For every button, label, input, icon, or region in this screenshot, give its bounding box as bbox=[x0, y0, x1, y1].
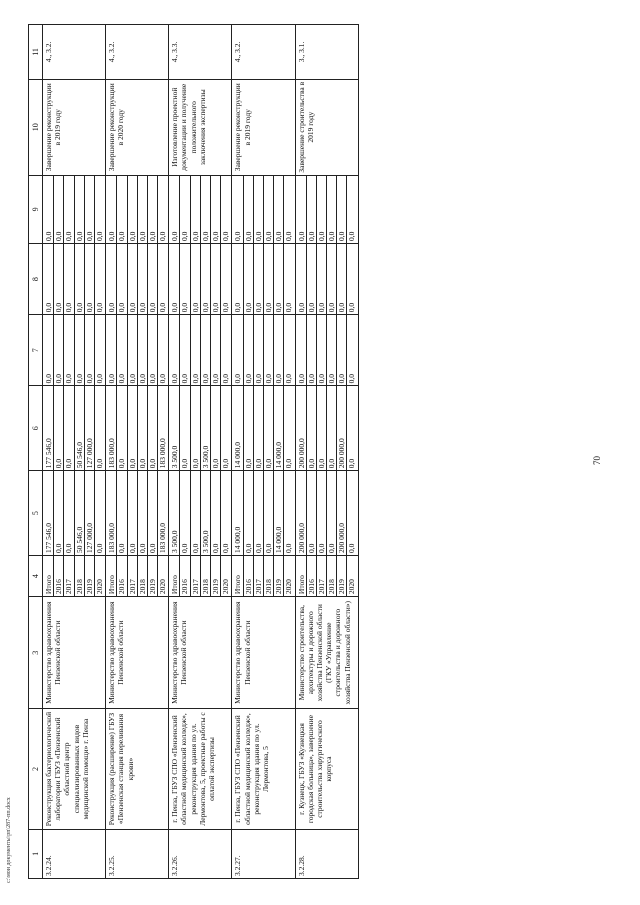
amount-cell: 0,0 bbox=[128, 176, 138, 243]
amount-cell: 0,0 bbox=[317, 386, 327, 470]
amount-cell: 0,0 bbox=[64, 471, 74, 555]
amount-cell: 0,0 bbox=[158, 231, 168, 242]
expected-result: Завершение строительства в 2019 году bbox=[295, 79, 358, 175]
amount-cell: 0,0 bbox=[54, 471, 64, 555]
row-number: 3.2.27. bbox=[232, 829, 295, 878]
amount-cell: 0,0 bbox=[64, 176, 74, 243]
amount-cell: 0,0 bbox=[244, 244, 254, 314]
amount-cell: 0,0 bbox=[64, 244, 74, 314]
amount-list bbox=[106, 386, 169, 471]
year-cell: Итого bbox=[170, 556, 180, 596]
customer-name: Министерство здравоохранения Пензенской области bbox=[169, 597, 232, 709]
amount-cell: 0,0 bbox=[158, 373, 168, 384]
amount-cell: 0,0 bbox=[327, 244, 337, 314]
amount-list bbox=[169, 175, 232, 243]
amount-cell: 0,0 bbox=[233, 244, 243, 314]
expected-result: Завершение реконструкции в 2019 году bbox=[232, 79, 295, 175]
year-cell: Итого bbox=[44, 556, 54, 596]
object-name: Реконструкция (расширение) ГБУЗ «Пензенская станция переливания крови» bbox=[106, 709, 169, 829]
amount-cell: 0,0 bbox=[64, 386, 74, 470]
year-cell: 2020 bbox=[94, 579, 104, 595]
year-cell: 2016 bbox=[54, 556, 64, 596]
amount-cell: 0,0 bbox=[347, 302, 357, 313]
amount-cell: 0,0 bbox=[158, 302, 168, 313]
amount-cell: 0,0 bbox=[148, 244, 158, 314]
col-header: 1 bbox=[29, 829, 43, 878]
amount-cell: 0,0 bbox=[85, 244, 95, 314]
amount-cell: 0,0 bbox=[128, 244, 138, 314]
year-cell: 2017 bbox=[64, 556, 74, 596]
amount-cell: 200 000,0 bbox=[297, 471, 307, 555]
amount-cell: 0,0 bbox=[94, 231, 104, 242]
amount-list bbox=[295, 244, 358, 315]
expected-result: Завершение реконструкции в 2020 году bbox=[106, 79, 169, 175]
indicator-ref: 4., 3.2. bbox=[43, 25, 106, 80]
amount-cell: 0,0 bbox=[254, 471, 264, 555]
year-cell: 2018 bbox=[201, 556, 211, 596]
amount-cell: 0,0 bbox=[254, 244, 264, 314]
amount-cell: 0,0 bbox=[274, 176, 284, 243]
col-header: 6 bbox=[29, 386, 43, 471]
amount-cell: 0,0 bbox=[94, 302, 104, 313]
amount-cell: 183 000,0 bbox=[107, 386, 117, 470]
year-cell: 2018 bbox=[327, 556, 337, 596]
amount-cell: 0,0 bbox=[180, 244, 190, 314]
amount-cell: 0,0 bbox=[244, 386, 254, 470]
amount-cell: 0,0 bbox=[337, 244, 347, 314]
amount-cell: 127 000,0 bbox=[85, 471, 95, 555]
col-header: 7 bbox=[29, 315, 43, 386]
amount-cell: 0,0 bbox=[284, 543, 294, 554]
amount-cell: 0,0 bbox=[317, 176, 327, 243]
amount-cell: 3 500,0 bbox=[170, 386, 180, 470]
year-cell: 2019 bbox=[211, 556, 221, 596]
amount-cell: 0,0 bbox=[244, 471, 254, 555]
amount-list bbox=[232, 175, 295, 243]
amount-cell: 0,0 bbox=[117, 176, 127, 243]
amount-list bbox=[295, 315, 358, 386]
amount-cell: 0,0 bbox=[75, 244, 85, 314]
amount-cell: 0,0 bbox=[107, 176, 117, 243]
amount-list bbox=[169, 244, 232, 315]
amount-cell: 50 546,0 bbox=[75, 471, 85, 555]
table-row bbox=[295, 25, 358, 879]
amount-cell: 0,0 bbox=[180, 315, 190, 385]
indicator-ref: 4., 3.2. bbox=[232, 25, 295, 80]
amount-cell: 183 000,0 bbox=[107, 471, 117, 555]
amount-cell: 0,0 bbox=[347, 373, 357, 384]
col-header: 11 bbox=[29, 25, 43, 80]
amount-cell: 0,0 bbox=[201, 315, 211, 385]
amount-cell: 0,0 bbox=[254, 176, 264, 243]
amount-cell: 50 546,0 bbox=[75, 386, 85, 470]
col-header: 5 bbox=[29, 471, 43, 556]
amount-cell: 0,0 bbox=[297, 315, 307, 385]
amount-cell: 200 000,0 bbox=[337, 471, 347, 555]
amount-cell: 200 000,0 bbox=[297, 386, 307, 470]
amount-cell: 0,0 bbox=[138, 471, 148, 555]
amount-cell: 0,0 bbox=[254, 315, 264, 385]
amount-cell: 0,0 bbox=[180, 386, 190, 470]
amount-cell: 0,0 bbox=[264, 315, 274, 385]
amount-cell: 0,0 bbox=[170, 244, 180, 314]
amount-cell: 0,0 bbox=[221, 543, 231, 554]
amount-cell: 0,0 bbox=[128, 315, 138, 385]
object-name: Реконструкция бактериологической лаборатории ГБУЗ «Пензенский областной центр специализированных видов медицинской помощи» г. Пенза bbox=[43, 709, 106, 829]
amount-list bbox=[295, 175, 358, 243]
year-cell: 2016 bbox=[244, 556, 254, 596]
amount-cell: 0,0 bbox=[138, 315, 148, 385]
amount-cell: 0,0 bbox=[284, 458, 294, 469]
amount-list bbox=[43, 175, 106, 243]
amount-cell: 0,0 bbox=[75, 176, 85, 243]
amount-cell: 0,0 bbox=[264, 244, 274, 314]
amount-cell: 0,0 bbox=[307, 176, 317, 243]
object-name: г. Пенза, ГБУЗ СПО «Пензенский областной медицинский колледж», реконструкция здания по ул. Лермонтова, 5, проектные работы с оплатой экспертизы bbox=[169, 709, 232, 829]
amount-cell: 0,0 bbox=[128, 386, 138, 470]
amount-cell: 0,0 bbox=[170, 315, 180, 385]
amount-cell: 0,0 bbox=[148, 315, 158, 385]
amount-list bbox=[106, 244, 169, 315]
program-table bbox=[28, 24, 359, 879]
amount-cell: 0,0 bbox=[254, 386, 264, 470]
year-cell: 2018 bbox=[264, 556, 274, 596]
amount-cell: 0,0 bbox=[191, 471, 201, 555]
amount-cell: 0,0 bbox=[221, 373, 231, 384]
row-number: 3.2.24. bbox=[43, 829, 106, 878]
amount-cell: 0,0 bbox=[191, 176, 201, 243]
amount-cell: 0,0 bbox=[211, 471, 221, 555]
amount-cell: 177 546,0 bbox=[44, 386, 54, 470]
year-cell: 2017 bbox=[191, 556, 201, 596]
year-list bbox=[43, 556, 106, 597]
amount-cell: 0,0 bbox=[264, 176, 274, 243]
amount-list bbox=[169, 315, 232, 386]
amount-cell: 0,0 bbox=[94, 543, 104, 554]
year-cell: Итого bbox=[107, 556, 117, 596]
amount-cell: 14 000,0 bbox=[233, 386, 243, 470]
amount-cell: 0,0 bbox=[264, 471, 274, 555]
amount-list bbox=[106, 175, 169, 243]
amount-cell: 0,0 bbox=[211, 315, 221, 385]
customer-name: Министерство здравоохранения Пензенской области bbox=[43, 597, 106, 709]
year-cell: 2016 bbox=[180, 556, 190, 596]
year-cell: 2019 bbox=[85, 556, 95, 596]
amount-cell: 0,0 bbox=[148, 386, 158, 470]
table-row bbox=[169, 25, 232, 879]
amount-cell: 0,0 bbox=[244, 315, 254, 385]
amount-list bbox=[43, 386, 106, 471]
amount-cell: 0,0 bbox=[44, 176, 54, 243]
year-cell: 2016 bbox=[117, 556, 127, 596]
table-row bbox=[106, 25, 169, 879]
amount-cell: 0,0 bbox=[44, 244, 54, 314]
year-cell: 2020 bbox=[221, 579, 231, 595]
year-cell: 2018 bbox=[138, 556, 148, 596]
amount-cell: 0,0 bbox=[94, 458, 104, 469]
amount-list bbox=[43, 315, 106, 386]
customer-name: Министерство здравоохранения Пензенской области bbox=[232, 597, 295, 709]
customer-name: Министерство строительства, архитектуры и дорожного хозяйства Пензенской области (ГКУ «Управление строительства и дорожного хозяйства Пензенской области») bbox=[295, 597, 358, 709]
amount-cell: 0,0 bbox=[284, 231, 294, 242]
amount-list bbox=[169, 386, 232, 471]
amount-cell: 0,0 bbox=[128, 471, 138, 555]
amount-cell: 0,0 bbox=[307, 315, 317, 385]
amount-cell: 0,0 bbox=[85, 176, 95, 243]
table-row bbox=[232, 25, 295, 879]
footer-file-path: c:\мои документы\рп\287-пп.docx bbox=[6, 797, 12, 883]
amount-cell: 0,0 bbox=[347, 543, 357, 554]
amount-cell: 0,0 bbox=[54, 315, 64, 385]
amount-cell: 0,0 bbox=[317, 471, 327, 555]
amount-cell: 0,0 bbox=[117, 244, 127, 314]
amount-cell: 0,0 bbox=[54, 244, 64, 314]
amount-list bbox=[295, 386, 358, 471]
year-cell: 2020 bbox=[284, 579, 294, 595]
amount-list bbox=[106, 315, 169, 386]
amount-cell: 0,0 bbox=[180, 471, 190, 555]
amount-cell: 0,0 bbox=[327, 315, 337, 385]
amount-cell: 0,0 bbox=[297, 244, 307, 314]
amount-cell: 0,0 bbox=[94, 373, 104, 384]
amount-cell: 0,0 bbox=[327, 176, 337, 243]
amount-cell: 0,0 bbox=[327, 386, 337, 470]
amount-list bbox=[169, 471, 232, 556]
amount-cell: 0,0 bbox=[307, 244, 317, 314]
year-cell: 2017 bbox=[254, 556, 264, 596]
amount-list bbox=[232, 471, 295, 556]
year-cell: 2019 bbox=[148, 556, 158, 596]
amount-cell: 0,0 bbox=[201, 176, 211, 243]
amount-cell: 0,0 bbox=[337, 176, 347, 243]
amount-cell: 0,0 bbox=[117, 386, 127, 470]
amount-cell: 0,0 bbox=[138, 386, 148, 470]
year-cell: 2019 bbox=[337, 556, 347, 596]
amount-cell: 0,0 bbox=[117, 471, 127, 555]
amount-cell: 0,0 bbox=[107, 244, 117, 314]
amount-cell: 0,0 bbox=[64, 315, 74, 385]
amount-cell: 0,0 bbox=[191, 315, 201, 385]
amount-cell: 183 000,0 bbox=[158, 438, 168, 469]
amount-cell: 0,0 bbox=[297, 176, 307, 243]
amount-cell: 127 000,0 bbox=[85, 386, 95, 470]
amount-cell: 0,0 bbox=[317, 315, 327, 385]
customer-name: Министерство здравоохранения Пензенской области bbox=[106, 597, 169, 709]
amount-cell: 0,0 bbox=[201, 244, 211, 314]
amount-cell: 0,0 bbox=[180, 176, 190, 243]
expected-result: Изготовление проектной документации и получение положительного заключения экспертизы bbox=[169, 79, 232, 175]
amount-cell: 0,0 bbox=[284, 302, 294, 313]
year-cell: 2016 bbox=[307, 556, 317, 596]
page-number: 70 bbox=[592, 456, 602, 465]
amount-cell: 0,0 bbox=[307, 386, 317, 470]
amount-cell: 200 000,0 bbox=[337, 386, 347, 470]
object-name: г. Кузнецк, ГБУЗ «Кузнецкая городская больница», завершение строительства хирургического корпуса bbox=[295, 709, 358, 829]
amount-cell: 0,0 bbox=[244, 176, 254, 243]
year-list bbox=[295, 556, 358, 597]
amount-cell: 0,0 bbox=[221, 458, 231, 469]
amount-cell: 0,0 bbox=[54, 176, 64, 243]
object-name: г. Пенза, ГБУЗ СПО «Пензенский областной медицинский колледж», реконструкция здания по ул. Лермонтова, 5 bbox=[232, 709, 295, 829]
amount-cell: 0,0 bbox=[44, 315, 54, 385]
amount-list bbox=[106, 471, 169, 556]
year-cell: 2018 bbox=[75, 556, 85, 596]
col-header: 2 bbox=[29, 709, 43, 829]
amount-cell: 0,0 bbox=[85, 315, 95, 385]
amount-cell: 0,0 bbox=[148, 176, 158, 243]
year-list bbox=[169, 556, 232, 597]
amount-cell: 0,0 bbox=[117, 315, 127, 385]
indicator-ref: 3., 3.1. bbox=[295, 25, 358, 80]
year-cell: 2017 bbox=[317, 556, 327, 596]
amount-cell: 0,0 bbox=[54, 386, 64, 470]
amount-list bbox=[43, 471, 106, 556]
amount-cell: 14 000,0 bbox=[274, 471, 284, 555]
year-cell: 2020 bbox=[158, 579, 168, 595]
year-cell: Итого bbox=[233, 556, 243, 596]
amount-cell: 0,0 bbox=[307, 471, 317, 555]
amount-list bbox=[232, 244, 295, 315]
amount-cell: 0,0 bbox=[191, 244, 201, 314]
amount-cell: 0,0 bbox=[211, 176, 221, 243]
amount-cell: 3 500,0 bbox=[201, 471, 211, 555]
amount-cell: 0,0 bbox=[347, 231, 357, 242]
indicator-ref: 4., 3.2. bbox=[106, 25, 169, 80]
amount-cell: 0,0 bbox=[221, 231, 231, 242]
col-header: 8 bbox=[29, 244, 43, 315]
amount-list bbox=[232, 315, 295, 386]
row-number: 3.2.26. bbox=[169, 829, 232, 878]
amount-cell: 0,0 bbox=[138, 176, 148, 243]
amount-cell: 0,0 bbox=[233, 176, 243, 243]
amount-list bbox=[43, 244, 106, 315]
year-cell: Итого bbox=[297, 556, 307, 596]
amount-cell: 0,0 bbox=[191, 386, 201, 470]
amount-cell: 0,0 bbox=[327, 471, 337, 555]
amount-cell: 0,0 bbox=[274, 315, 284, 385]
row-number: 3.2.28. bbox=[295, 829, 358, 878]
amount-cell: 14 000,0 bbox=[233, 471, 243, 555]
col-header: 4 bbox=[29, 556, 43, 597]
amount-cell: 183 000,0 bbox=[158, 523, 168, 554]
col-header: 3 bbox=[29, 597, 43, 709]
amount-cell: 0,0 bbox=[317, 244, 327, 314]
year-list bbox=[232, 556, 295, 597]
amount-cell: 0,0 bbox=[233, 315, 243, 385]
amount-cell: 0,0 bbox=[75, 315, 85, 385]
amount-cell: 0,0 bbox=[337, 315, 347, 385]
year-list bbox=[106, 556, 169, 597]
amount-cell: 0,0 bbox=[221, 302, 231, 313]
amount-cell: 0,0 bbox=[347, 458, 357, 469]
amount-list bbox=[295, 471, 358, 556]
indicator-ref: 4., 3.3. bbox=[169, 25, 232, 80]
amount-cell: 0,0 bbox=[148, 471, 158, 555]
amount-list bbox=[232, 386, 295, 471]
amount-cell: 0,0 bbox=[211, 244, 221, 314]
amount-cell: 0,0 bbox=[264, 386, 274, 470]
col-header: 10 bbox=[29, 79, 43, 175]
row-number: 3.2.25. bbox=[106, 829, 169, 878]
col-header: 9 bbox=[29, 175, 43, 243]
amount-cell: 0,0 bbox=[170, 176, 180, 243]
amount-cell: 0,0 bbox=[107, 315, 117, 385]
year-cell: 2020 bbox=[347, 579, 357, 595]
amount-cell: 0,0 bbox=[284, 373, 294, 384]
expected-result: Завершение реконструкции в 2019 году bbox=[43, 79, 106, 175]
amount-cell: 177 546,0 bbox=[44, 471, 54, 555]
table-row bbox=[43, 25, 106, 879]
amount-cell: 0,0 bbox=[211, 386, 221, 470]
header-row bbox=[29, 25, 43, 879]
amount-cell: 0,0 bbox=[138, 244, 148, 314]
amount-cell: 3 500,0 bbox=[201, 386, 211, 470]
amount-cell: 0,0 bbox=[274, 244, 284, 314]
amount-cell: 3 500,0 bbox=[170, 471, 180, 555]
amount-cell: 14 000,0 bbox=[274, 386, 284, 470]
year-cell: 2019 bbox=[274, 556, 284, 596]
year-cell: 2017 bbox=[128, 556, 138, 596]
